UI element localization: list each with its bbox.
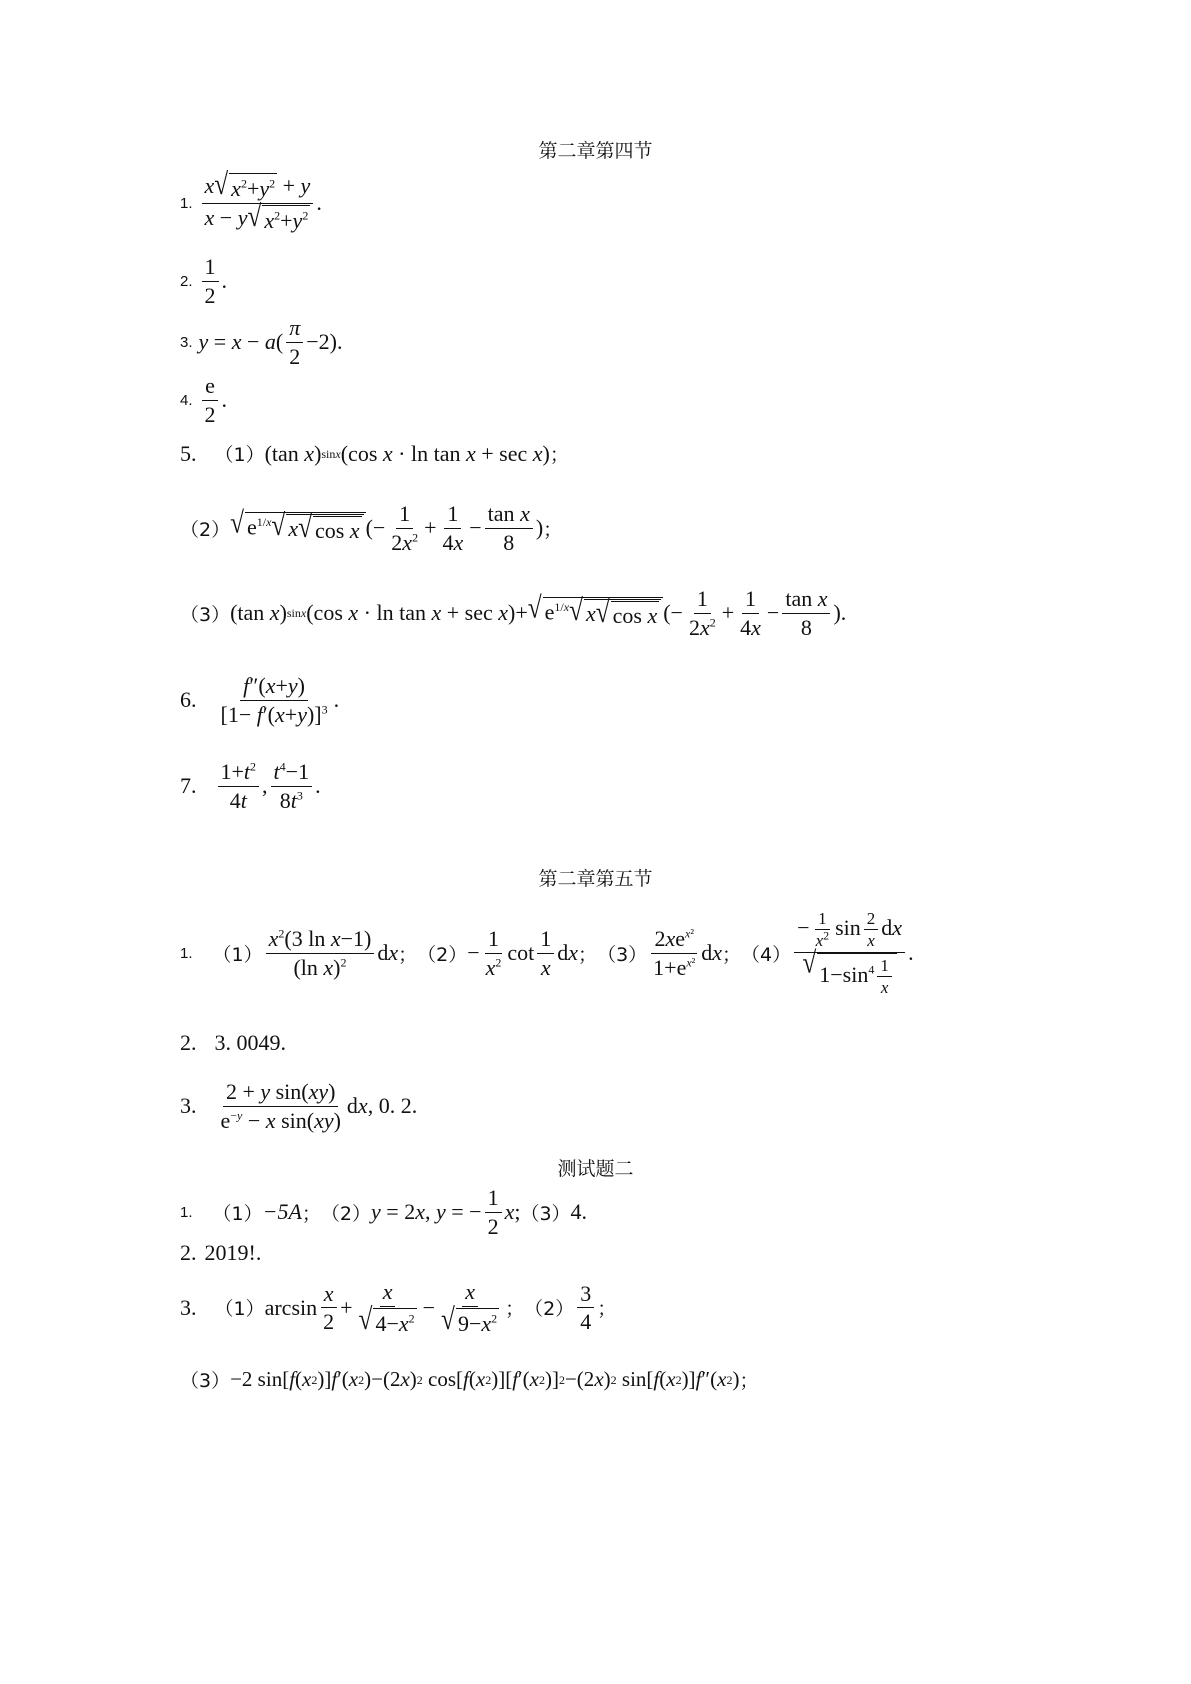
answer-4-1 [180,167,322,234]
answer-number: 5. [180,440,197,466]
part-label: （1） [212,943,263,966]
period: . [333,687,340,712]
part-label: （3） [180,1370,231,1392]
fraction: $\frac{1}{4x}$ [740,586,761,640]
answer-test-1: 1. （1） −5A ； （2） y = 2 x , y = − $\frac{1}{2}$ x ; （3） 4. [180,1185,588,1239]
answer-4-3: 3. y = x − a ( $\frac{\pi}{2}$ −2). [180,315,343,369]
answer-number: 1. [180,944,193,962]
semicolon: ； [722,943,742,966]
fraction: $\frac{3}{4}$ [577,1280,594,1336]
fraction: $\frac{1}{x^2}$ [485,926,502,980]
fraction: $\frac{e}{2}$ [202,372,219,428]
answer-number: 6. [180,687,197,712]
semicolon: ； [543,518,563,541]
answer-5-3: 3. $\frac{\text{2 + y sin(xy)}}{e^{-y} - x \sin(xy)}$ d x , 0. 2. [180,1079,418,1133]
answer-number: 2. [180,1030,197,1055]
answer-number: 1. [180,194,193,212]
answer-number: 2. [180,272,193,290]
semicolon: ； [505,1298,525,1321]
period: . [316,190,322,216]
fraction: $\frac{t^4-1}{8t^3}$ [271,758,313,814]
fraction: $\frac{f''(x+y)}{[1- f'(x+y)]^3}$ [220,673,328,727]
fraction: $\frac{\text{tan x}}{8}$ [485,500,533,556]
answer-4-6 [180,672,339,728]
answer-value: , 0. 2. [367,1093,418,1118]
fraction: x √ $9-x^2$ [441,1279,498,1336]
part-label: （2） [417,943,468,966]
answer-4-7 [180,758,321,814]
answer-test-3: 3. （1） arcsin $\frac{x}{2}$ + x √ $4-x^2$ − x √ $9-x^2$ ； （2） $\frac{3}{4}$ ； [180,1279,617,1336]
heading-chapter2-section5: 第二章第五节 [538,868,653,890]
fraction: $\frac{x}{2}$ [320,1280,337,1336]
answer-number: 3. [180,1093,197,1118]
answer-5-2 [180,1030,286,1056]
period: . [221,387,228,412]
answer-value: 3. 0049. [214,1030,286,1055]
fraction: $\frac{1}{2}$ [485,1184,502,1240]
answer-4-5-2: （2） √ $e^{1/x}$ √ x √ cos x (− $\frac{1}{2x^2}$ + $\frac{1}{4x}$ − $\frac{\text{tan x}}{8}$ ) ； [180,501,563,555]
answer-4-5-3: （3） (tan x ) sinx (cos x · ln tan x + sec x )+ √ $e^{1/x}$ √ x √ cos x (− $\frac{1}{2x^2}$ + $\frac{1}{4x}$ − $\frac{\text{tan x}}{8}$ ). [180,586,847,640]
period: . [315,773,321,798]
part-label: （2） [320,1202,372,1225]
part-label: （3） [597,943,648,966]
answer-value: 4. [570,1199,588,1224]
answer-4-2 [180,253,227,309]
answer-number: 4. [180,391,193,409]
answer-number: 3. [180,1294,197,1320]
semicolon: ； [398,943,418,966]
semicolon: ； [549,444,569,466]
answer-test-3-part3: （3） −2 sin[ f ( x 2 )] f ′( x 2 )−(2 x ) 2 cos[ f ( x 2 )][ f ′( x 2 )] 2 −(2 x ) 2 sin[ f ( x 2 )] f ″( x 2 ) ； [180,1367,759,1392]
fraction: $\frac{1}{2x^2}$ [391,501,419,555]
comma: , [262,773,268,798]
part-label: （2） [180,518,231,541]
semicolon: ； [597,1298,617,1321]
part-label: （4） [741,943,792,966]
part-label: （3） [520,1202,571,1225]
answer-value: 2019!. [204,1240,262,1265]
fraction: $\frac{1}{4x}$ [442,501,464,555]
fraction: $\frac{1}{x}$ [537,925,554,981]
fraction: $\frac{x^2(3 \ln x-1)}{(\ln x)^2}$ [266,925,375,981]
semicolon: ； [739,1370,759,1392]
fraction: $\frac{\pi}{2}$ [286,314,303,370]
semicolon: ； [301,1202,321,1225]
heading-test-two: 测试题二 [557,1158,634,1180]
fraction: $\frac{\text{tan x}}{8}$ [782,585,830,641]
answer-value: −5A [262,1199,302,1224]
fraction: $\frac{2xe^{x^2}}{1+e^{x^2}}$ [653,926,696,980]
fraction: $\frac{\text{2 + y sin(xy)}}{e^{-y} - x \sin(xy)}$ [220,1079,341,1133]
answer-number: 3. [180,333,193,351]
answer-5-1: 1. （1） $\frac{x^2(3 \ln x-1)}{(\ln x)^2}$ d x ； （2） − $\frac{1}{x^2}$ cot $\frac{1}{x}$ d x ； （3） $\frac{2xe^{x^2}}{1+e^{x^2}}$ d x ； （4） − $\frac{1}{x^2}$ sin $\frac{2}{x}$ dx √ $1-\sin^4$ $\frac{1}{x}$ . [180,909,914,997]
answer-4-5-1: 5. （1） (tan x ) sinx (cos x · ln tan x + sec x ) ； [180,440,569,466]
period: . [221,268,228,293]
fraction: − $\frac{1}{x^2}$ sin $\frac{2}{x}$ dx √ $1-\sin^4$ $\frac{1}{x}$ [794,908,905,998]
answer-test-2 [180,1240,261,1266]
part-label: （3） [180,603,231,626]
answer-number: 7. [180,773,197,798]
period: . [908,940,914,965]
heading-chapter2-section4: 第二章第四节 [538,140,653,162]
semicolon: ； [578,943,598,966]
part-label: （2） [524,1298,575,1321]
part-label: （1） [214,444,265,466]
fraction: $\frac{1+t^2}{4t}$ [218,758,260,814]
fraction: $\frac{1}{2}$ [202,253,219,309]
fraction: x √ $x^2+y^2$ + y x − y √ $x^2+y^2$ [202,172,314,234]
answer-number: 1. [180,1203,193,1221]
answer-number: 2. [180,1240,197,1265]
part-label: （1） [212,1202,263,1225]
fraction: $\frac{1}{2x^2}$ [688,586,716,640]
part-label: （1） [214,1298,265,1321]
answer-4-4 [180,372,227,428]
fraction: x √ $4-x^2$ [358,1279,415,1336]
